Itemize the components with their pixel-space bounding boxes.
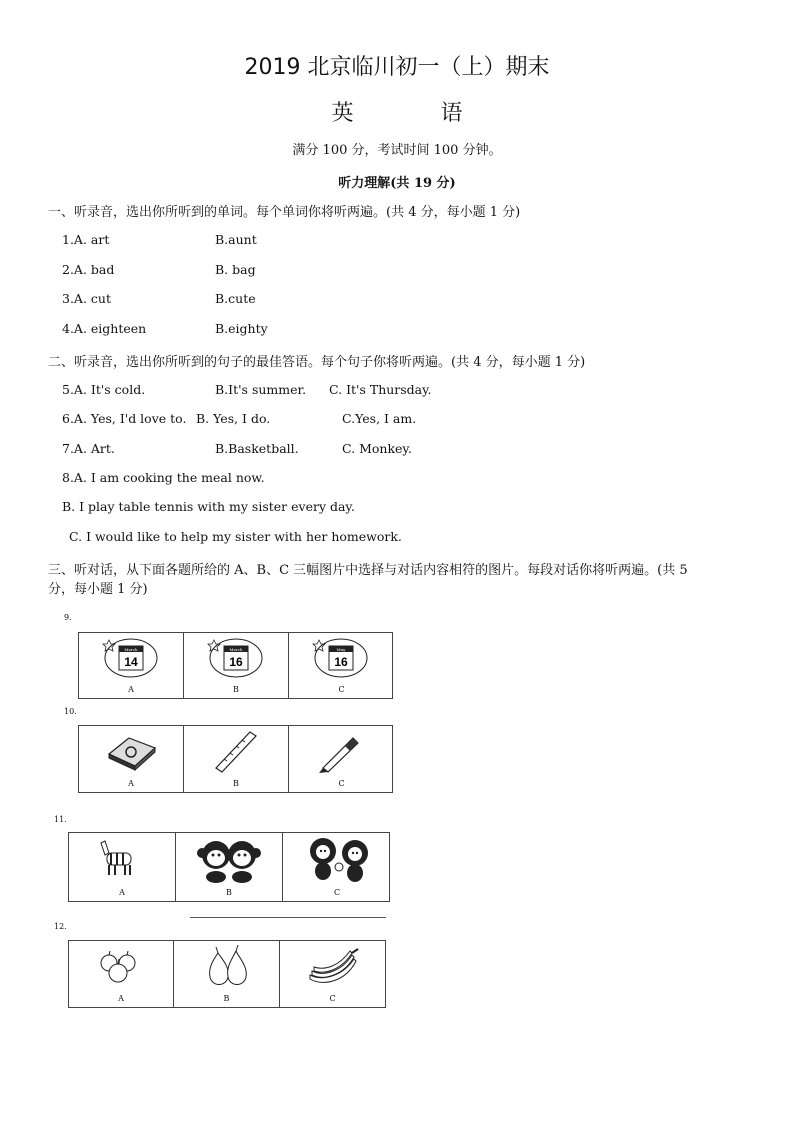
calendar-day-a: 14 [124,655,138,669]
item12-picture-row [68,940,386,1008]
calendar-month-c: May [336,647,346,652]
item11-number: 11. [54,815,67,824]
page-title: 2019 北京临川初一（上）期末 [244,55,550,80]
section1-heading: 一、听录音，选出你所听到的单词。每个单词你将听两遍。(共 4 分，每小题 1 分) [48,205,521,220]
item10-label-c: C [338,779,345,788]
pen-icon [289,726,394,776]
item11-picture-row [68,832,390,902]
bananas-icon [280,941,385,991]
q5-option-a: 5.A. It's cold. [62,382,146,397]
item10-option-b[interactable] [184,726,289,792]
ruler-icon [184,726,288,776]
q3-option-a: 3.A. cut [62,291,111,306]
q4-option-b: B.eighty [215,321,268,336]
q1-option-b: B.aunt [215,232,257,247]
q5-option-c: C. It's Thursday. [329,382,432,397]
item9-option-a[interactable] [79,633,184,698]
calendar-month-a: March [124,647,138,652]
calendar-icon [184,633,288,683]
calendar-day-c: 16 [334,655,348,669]
item9-option-b[interactable] [184,633,289,698]
q2-option-b: B. bag [215,262,256,277]
q2-option-a: 2.A. bad [62,262,115,277]
q8-option-b: B. I play table tennis with my sister every day. [62,499,355,514]
item12-label-a: A [118,994,124,1003]
q8-option-c: C. I would like to help my sister with her homework. [69,529,402,544]
item10-label-a: A [128,779,134,788]
item9-label-b: B [233,685,239,694]
zebra-icon [69,833,175,885]
divider-line [190,917,386,918]
item10-option-c[interactable] [289,726,394,792]
calendar-month-b: March [229,647,243,652]
item9-label-c: C [338,685,345,694]
item12-label-c: C [329,994,336,1003]
section2-heading: 二、听录音，选出你所听到的句子的最佳答语。每个句子你将听两遍。(共 4 分，每小题 1 分) [48,355,586,370]
calendar-day-b: 16 [229,655,243,669]
section3-heading-line1: 三、听对话，从下面各题所给的 A、B、C 三幅图片中选择与对话内容相符的图片。每段对话你将听两遍。(共 5 [48,563,688,578]
monkeys-icon [176,833,282,885]
item11-option-c[interactable] [283,833,391,901]
item11-label-b: B [226,888,232,897]
item12-option-c[interactable] [280,941,385,1007]
item9-picture-row [78,632,393,699]
item12-number: 12. [54,922,67,931]
q4-option-a: 4.A. eighteen [62,321,147,336]
q6-option-a: 6.A. Yes, I'd love to. [62,411,187,426]
item10-label-b: B [233,779,239,788]
q7-option-a: 7.A. Art. [62,441,115,456]
item12-option-a[interactable] [69,941,174,1007]
part-title: 听力理解(共 19 分) [338,176,456,191]
pears-icon [174,941,279,991]
item9-number: 9. [64,613,72,622]
calendar-icon [79,633,183,683]
q6-option-b: B. Yes, I do. [196,411,271,426]
item10-number: 10. [64,707,77,716]
section3-heading-line2: 分，每小题 1 分) [48,582,148,597]
q7-option-c: C. Monkey. [342,441,412,456]
item11-label-a: A [119,888,125,897]
q5-option-b: B.It's summer. [215,382,307,397]
item10-picture-row [78,725,393,793]
book-icon [79,726,183,776]
item11-option-b[interactable] [176,833,283,901]
item10-option-a[interactable] [79,726,184,792]
q1-option-a: 1.A. art [62,232,110,247]
score-info: 满分 100 分，考试时间 100 分钟。 [292,143,502,158]
item11-label-c: C [333,888,341,897]
apples-icon [69,941,173,991]
q6-option-c: C.Yes, I am. [342,411,417,426]
item9-label-a: A [128,685,134,694]
lions-icon [283,833,391,885]
subject-title: 英 语 [331,101,503,126]
item9-option-c[interactable] [289,633,394,698]
item11-option-a[interactable] [69,833,176,901]
calendar-icon [289,633,394,683]
q8-option-a: 8.A. I am cooking the meal now. [62,470,265,485]
q3-option-b: B.cute [215,291,256,306]
q7-option-b: B.Basketball. [215,441,299,456]
item12-option-b[interactable] [174,941,280,1007]
item12-label-b: B [223,994,230,1003]
